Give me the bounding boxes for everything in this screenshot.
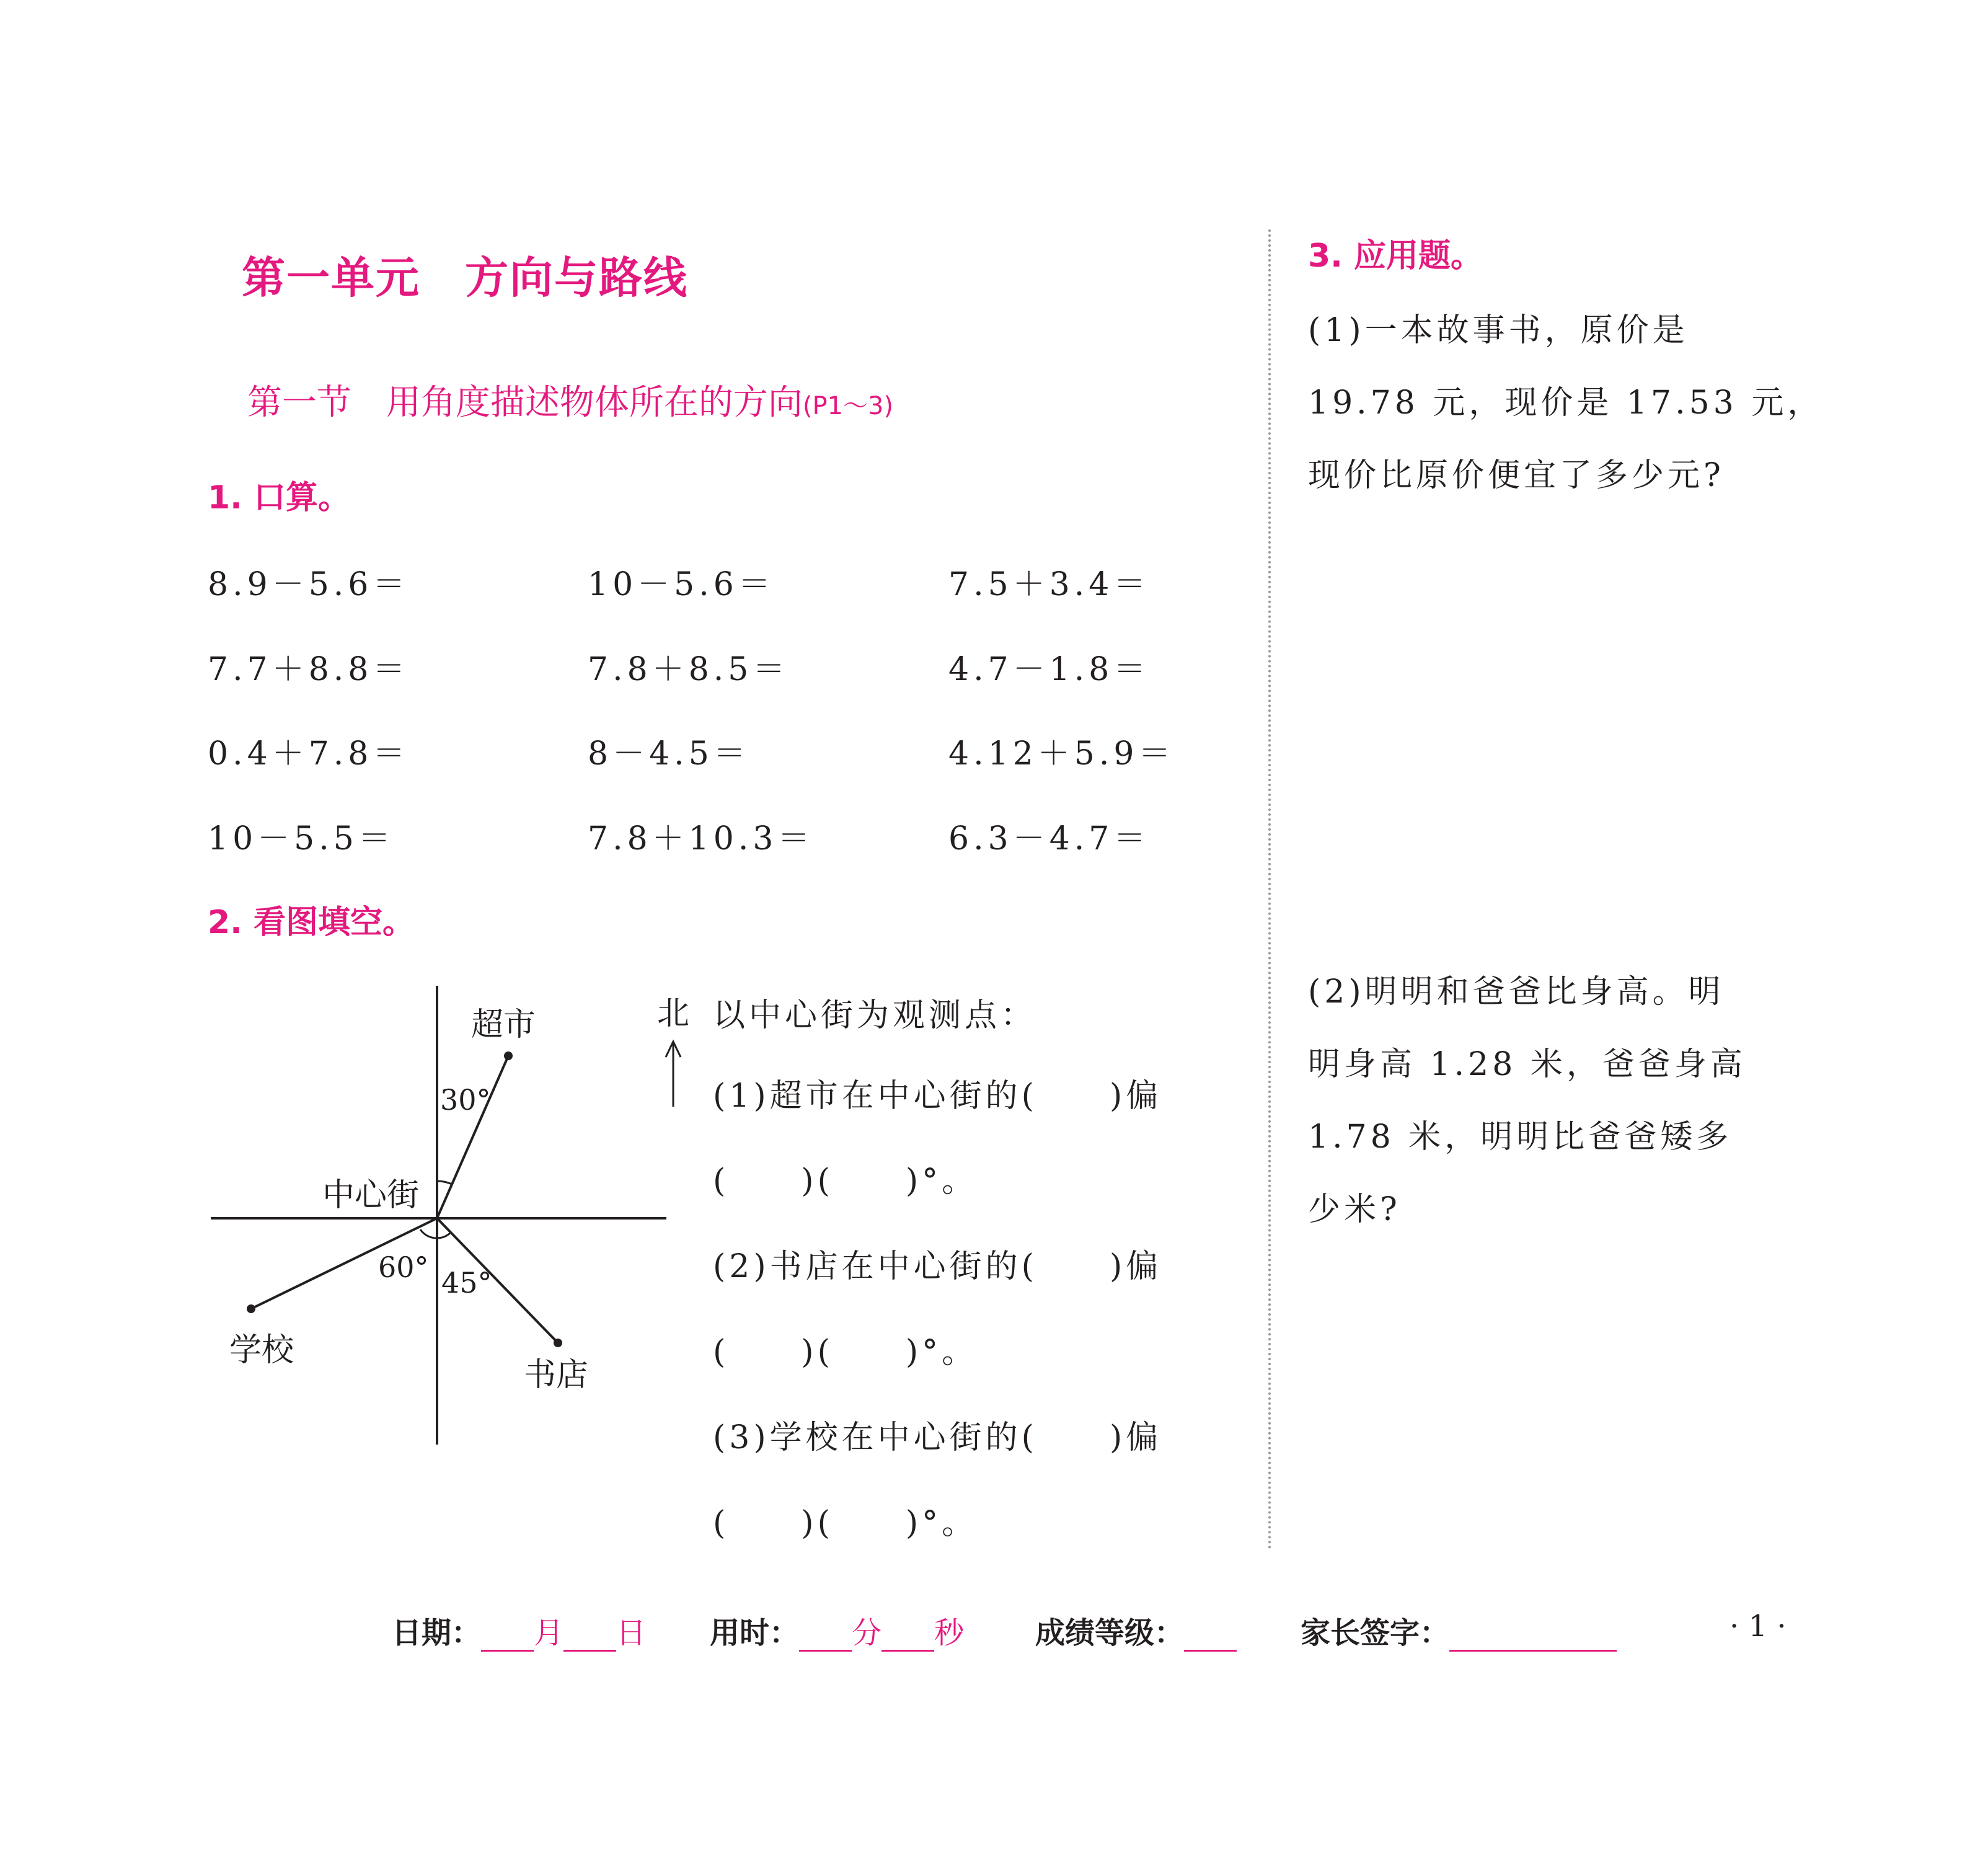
second-unit: 秒 (934, 1616, 965, 1650)
q3-p1-line2: 19.78 元，现价是 17.53 元， (1308, 384, 1824, 422)
q2-item2-line1: (2)书店在中心街的( )偏 (713, 1248, 1162, 1285)
label-center: 中心街 (322, 1177, 420, 1214)
calc-1-2: 10－5.6＝ (588, 566, 775, 603)
section-title (0, 375, 1141, 425)
calc-2-1: 7.7＋8.8＝ (208, 651, 410, 688)
q3-p2-line3: 1.78 米，明明比爸爸矮多 (1308, 1118, 1733, 1156)
q2-heading: 2. 看图填空。 (208, 904, 415, 941)
section-title-text: 第一节 用角度描述物体所在的方向 (247, 383, 803, 423)
q2-intro: 以中心街为观测点： (713, 997, 1037, 1034)
q3-p2-line1: (2)明明和爸爸比身高。明 (1308, 973, 1725, 1011)
calc-3-3: 4.12＋5.9＝ (948, 735, 1175, 773)
page-number: · 1 · (1730, 1609, 1787, 1644)
calc-1-3: 7.5＋3.4＝ (948, 566, 1151, 603)
arc-45 (437, 1233, 451, 1238)
north-label: 北 (657, 995, 690, 1032)
direction-diagram (198, 973, 936, 1463)
minute-unit: 分 (852, 1616, 882, 1650)
angle-60: 60° (378, 1251, 429, 1284)
arc-60 (420, 1229, 437, 1238)
section-pages: (P1～3) (802, 392, 894, 420)
date-label: 日期： (392, 1616, 482, 1650)
q2-item1-line2: ( )( )°。 (713, 1162, 978, 1200)
footer-parent (1301, 1609, 1617, 1652)
grade-label: 成绩等级： (1035, 1616, 1185, 1650)
calc-2-2: 7.8＋8.5＝ (588, 651, 790, 688)
label-supermarket: 超市 (471, 1006, 536, 1043)
q3-p1-line1: (1)一本故事书，原价是 (1308, 312, 1689, 349)
q3-p2-line4: 少米? (1308, 1191, 1401, 1228)
q3-p2-line2: 明身高 1.28 米，爸爸身高 (1308, 1046, 1746, 1083)
time-label: 用时： (710, 1616, 800, 1650)
calc-3-1: 0.4＋7.8＝ (208, 735, 410, 773)
label-school: 学校 (229, 1332, 294, 1369)
calc-2-3: 4.7－1.8＝ (948, 651, 1151, 688)
point-school (247, 1304, 255, 1313)
calc-1-1: 8.9－5.6＝ (208, 566, 410, 603)
q2-item1-line1: (1)超市在中心街的( )偏 (713, 1078, 1162, 1115)
footer-grade (1035, 1609, 1237, 1652)
column-divider (1268, 229, 1271, 1550)
calc-4-2: 7.8＋10.3＝ (588, 820, 815, 857)
day-blank[interactable] (563, 1619, 616, 1652)
unit-title: 第一单元 方向与路线 (242, 252, 688, 303)
q2-item3-line1: (3)学校在中心街的( )偏 (713, 1419, 1162, 1456)
grade-blank[interactable] (1184, 1619, 1237, 1652)
month-blank[interactable] (481, 1619, 534, 1652)
label-bookstore: 书店 (524, 1357, 589, 1394)
point-supermarket (504, 1051, 513, 1060)
parent-label: 家长签字： (1301, 1616, 1450, 1650)
day-unit: 日 (616, 1616, 647, 1650)
arc-30 (437, 1181, 452, 1184)
footer-time (710, 1609, 964, 1652)
q2-item3-line2: ( )( )°。 (713, 1505, 978, 1542)
q3-heading: 3. 应用题。 (1308, 237, 1483, 275)
q2-item2-line2: ( )( )°。 (713, 1334, 978, 1371)
q3-p1-line3: 现价比原价便宜了多少元? (1308, 457, 1725, 494)
point-bookstore (554, 1339, 562, 1347)
minute-blank[interactable] (799, 1619, 852, 1652)
ray-supermarket (437, 1056, 508, 1218)
q1-heading: 1. 口算。 (208, 479, 351, 516)
angle-45: 45° (441, 1266, 492, 1299)
second-blank[interactable] (881, 1619, 934, 1652)
calc-3-2: 8－4.5＝ (588, 735, 750, 773)
parent-signature-blank[interactable] (1449, 1619, 1617, 1652)
calc-4-1: 10－5.5＝ (208, 820, 395, 857)
footer-date (392, 1609, 646, 1652)
angle-30: 30° (440, 1083, 491, 1117)
month-unit: 月 (534, 1616, 564, 1650)
calc-4-3: 6.3－4.7＝ (948, 820, 1151, 857)
